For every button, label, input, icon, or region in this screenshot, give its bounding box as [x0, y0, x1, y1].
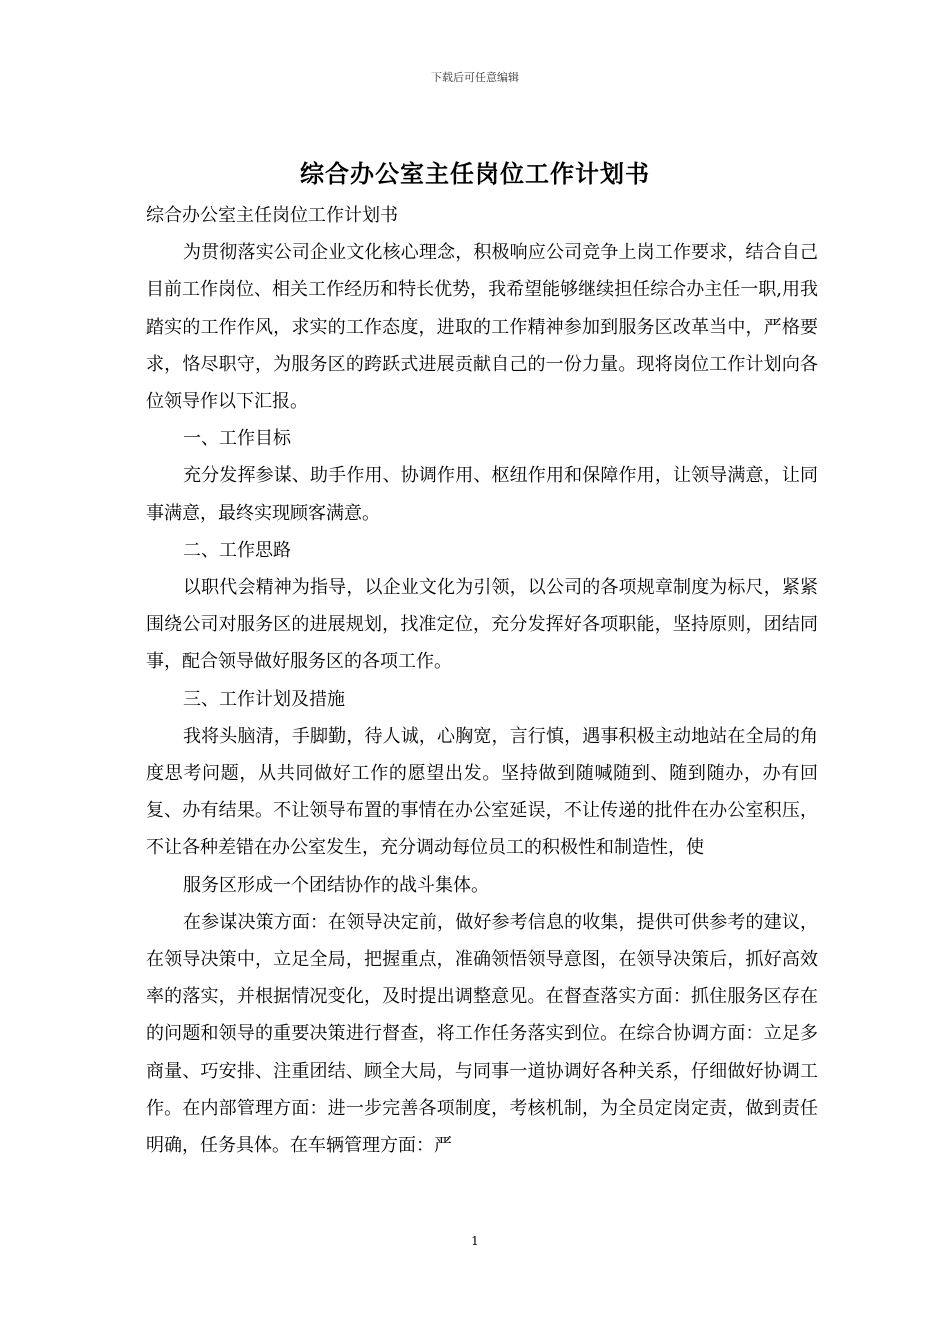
header-note: 下载后可任意编辑	[431, 71, 519, 84]
document-title: 综合办公室主任岗位工作计划书	[300, 159, 650, 188]
section-heading-plan: 三、工作计划及措施	[183, 688, 345, 710]
plan-paragraph: 我将头脑清，手脚勤，待人诚，心胸宽，言行慎，遇事积极主动地站在全局的角度思考问题，从共同做好工作的愿望出发。坚持做到随喊随到、随到随办，办有回复、办有结果。不让领导布置的事情在办公室延误，不让传递的批件在办公室积压，不让各种差错在办公室发生，充分调动每位员工的积极性和制造性，使	[146, 725, 818, 859]
section-heading-goals: 一、工作目标	[183, 428, 291, 450]
goals-paragraph: 充分发挥参谋、助手作用、协调作用、枢纽作用和保障作用，让领导满意，让同事满意，最终实现顾客满意。	[146, 465, 818, 524]
subtitle-paragraph: 综合办公室主任岗位工作计划书	[146, 205, 398, 226]
page-number: 1	[471, 1234, 479, 1248]
measures-paragraph: 在参谋决策方面：在领导决定前，做好参考信息的收集，提供可供参考的建议，在领导决策中，立足全局，把握重点，准确领悟领导意图，在领导决策后，抓好高效率的落实，并根据情况变化，及时提出调整意见。在督查落实方面：抓住服务区存在的问题和领导的重要决策进行督查，将工作任务落实到位。在综合协调方面：立足多商量、巧安排、注重团结、顾全大局，与同事一道协调好各种关系，仔细做好协调工作。在内部管理方面：进一步完善各项制度，考核机制，为全员定岗定责，做到责任明确，任务具体。在车辆管理方面：严	[146, 911, 818, 1157]
document-body	[146, 197, 818, 1164]
approach-paragraph: 以职代会精神为指导，以企业文化为引领，以公司的各项规章制度为标尺，紧紧围绕公司对服务区的进展规划，找准定位，充分发挥好各项职能，坚持原则，团结同事，配合领导做好服务区的各项工作。	[146, 577, 818, 673]
plan-continuation-paragraph: 服务区形成一个团结协作的战斗集体。	[183, 874, 489, 896]
section-heading-approach: 二、工作思路	[183, 539, 291, 561]
intro-paragraph: 为贯彻落实公司企业文化核心理念，积极响应公司竞争上岗工作要求，结合自己目前工作岗位、相关工作经历和特长优势，我希望能够继续担任综合办主任一职,用我踏实的工作作风，求实的工作态度，进取的工作精神参加到服务区改革当中，严格要求，恪尽职守，为服务区的跨跃式进展贡献自己的一份力量。现将岗位工作计划向各位领导作以下汇报。	[146, 242, 818, 413]
